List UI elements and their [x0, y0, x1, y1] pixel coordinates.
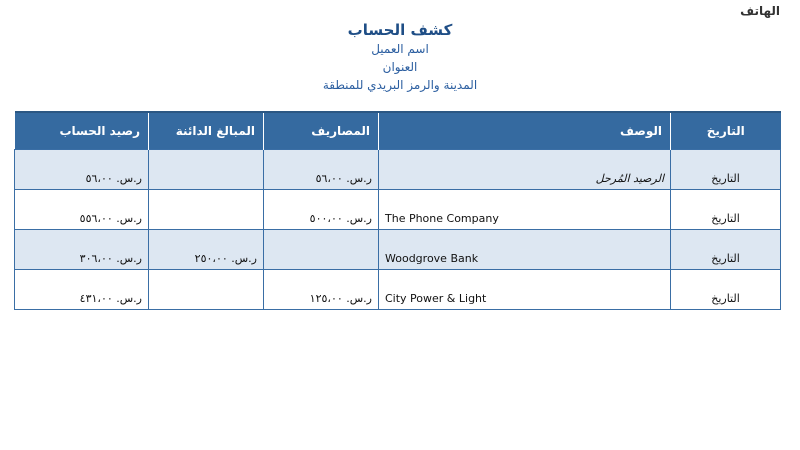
cell-date: التاريخ	[671, 230, 781, 270]
cell-description: Woodgrove Bank	[379, 230, 671, 270]
column-header-expenses: المصاريف	[264, 112, 379, 150]
customer-address: العنوان	[382, 60, 418, 74]
cell-date: التاريخ	[671, 150, 781, 190]
cell-description: City Power & Light	[379, 270, 671, 310]
table-row	[15, 150, 781, 190]
phone-label: الهاتف	[740, 4, 780, 18]
customer-city-zip: المدينة والرمز البريدي للمنطقة	[322, 78, 478, 92]
cell-date: التاريخ	[671, 190, 781, 230]
cell-balance: ر.س. ٤٣١،٠٠	[15, 270, 149, 310]
table-row	[15, 230, 781, 270]
column-header-description: الوصف	[379, 112, 671, 150]
cell-expenses	[264, 230, 379, 270]
statement-table	[14, 111, 781, 310]
cell-balance: ر.س. ٣٠٦،٠٠	[15, 230, 149, 270]
cell-expenses: ر.س. ٥٦،٠٠	[264, 150, 379, 190]
table-row	[15, 270, 781, 310]
cell-balance: ر.س. ٥٦،٠٠	[15, 150, 149, 190]
cell-date: التاريخ	[671, 270, 781, 310]
cell-deposits	[149, 150, 264, 190]
customer-name: اسم العميل	[371, 42, 429, 56]
table-header-row	[15, 112, 781, 150]
page-title: كشف الحساب	[347, 21, 453, 39]
column-header-balance: رصيد الحساب	[15, 112, 149, 150]
table-row	[15, 190, 781, 230]
cell-description: The Phone Company	[379, 190, 671, 230]
cell-expenses: ر.س. ٥٠٠،٠٠	[264, 190, 379, 230]
column-header-date: التاريخ	[671, 112, 781, 150]
column-header-deposits: المبالغ الدائنة	[149, 112, 264, 150]
statement-header	[0, 20, 800, 94]
cell-expenses: ر.س. ١٢٥،٠٠	[264, 270, 379, 310]
cell-balance: ر.س. ٥٥٦،٠٠	[15, 190, 149, 230]
cell-deposits	[149, 270, 264, 310]
cell-deposits	[149, 190, 264, 230]
cell-description: الرصيد المُرحل	[379, 150, 671, 190]
cell-deposits: ر.س. ٢٥٠،٠٠	[149, 230, 264, 270]
